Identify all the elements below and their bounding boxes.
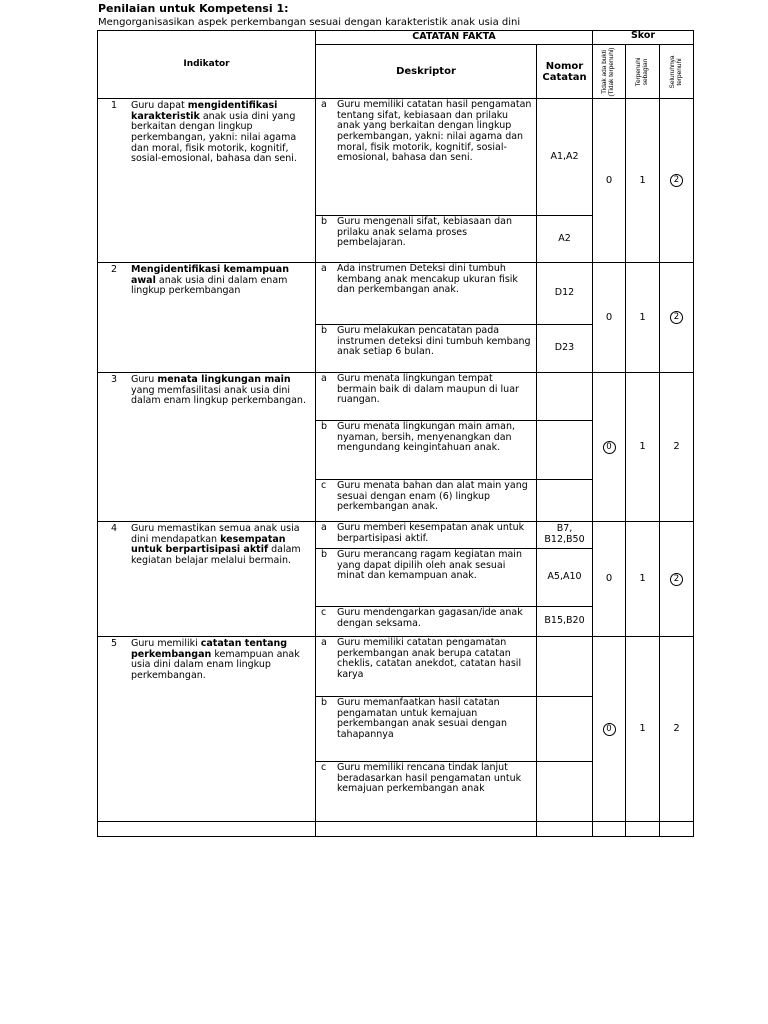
descriptor-cell — [316, 637, 537, 697]
descriptor-cell — [316, 697, 537, 762]
empty-cell — [537, 822, 593, 837]
score-option-0[interactable] — [593, 99, 626, 263]
score-option-0[interactable] — [593, 637, 626, 822]
score-value: 1 — [639, 723, 646, 735]
header-indikator: Indikator — [98, 31, 316, 99]
score-selected-circle: 2 — [670, 174, 683, 187]
descriptor-row — [98, 637, 694, 697]
descriptor-cell — [316, 216, 537, 263]
score-option-1[interactable] — [626, 99, 660, 263]
table-bottom-row — [98, 822, 694, 837]
indicator-cell — [98, 637, 316, 822]
nomor-catatan-cell — [537, 480, 593, 522]
header-skor-label: Tidak ada bukti (Tidak terpenuhi) — [601, 47, 616, 96]
score-selected-circle: 0 — [603, 723, 616, 736]
descriptor-letter: c — [321, 607, 327, 618]
descriptor-letter: c — [321, 762, 327, 773]
descriptor-text: Guru menata lingkungan tempat bermain baik di dalam maupun di luar ruangan. — [337, 373, 519, 406]
indicator-text-post: anak usia dini dalam enam lingkup perkembangan — [131, 274, 288, 297]
descriptor-letter: a — [321, 99, 327, 110]
score-value: 2 — [673, 723, 680, 735]
descriptor-text: Guru mendengarkan gagasan/ide anak dengan seksama. — [337, 607, 523, 629]
descriptor-text: Guru menata lingkungan main aman, nyaman, bersih, menyenangkan dan mengundang keingintahuan anak. — [337, 421, 516, 454]
nomor-catatan-cell: B7, B12,B50 — [537, 522, 593, 549]
nomor-catatan-cell — [537, 762, 593, 822]
descriptor-row — [98, 522, 694, 549]
score-selected-circle: 0 — [603, 441, 616, 454]
indicator-number: 4 — [111, 523, 118, 534]
nomor-catatan-cell: B15,B20 — [537, 607, 593, 637]
score-option-0[interactable] — [593, 522, 626, 637]
assessment-table — [97, 30, 694, 837]
score-value: 0 — [605, 573, 613, 585]
indicator-text-post: dalam kegiatan belajar melalui bermain. — [131, 544, 301, 566]
indicator-text-bold: mengidentifikasi karakteristik — [131, 100, 278, 122]
descriptor-text: Ada instrumen Deteksi dini tumbuh kembang anak mencakup ukuran fisik dan perkembangan anak. — [337, 263, 518, 296]
descriptor-row — [98, 99, 694, 216]
indicator-text-post: anak usia dini yang berkaitan dengan lingkup perkembangan, yakni: nilai agama dan moral, fisik motorik, kognitif, sosial-emosional, bahasa dan seni. — [131, 110, 297, 165]
nomor-catatan-cell: A2 — [537, 216, 593, 263]
descriptor-cell — [316, 549, 537, 607]
descriptor-text: Guru memiliki catatan hasil pengamatan tentang sifat, kebiasaan dan prilaku anak yang berkaitan dengan lingkup perkembangan, yakni: nilai agama dan moral, fisik motorik, kognitif, sosial-emosional, bahasa dan seni. — [337, 99, 532, 164]
indicator-text-bold: catatan tentang perkembangan — [131, 638, 288, 660]
empty-cell — [98, 822, 316, 837]
descriptor-text: Guru memiliki rencana tindak lanjut beradasarkan hasil pengamatan untuk kemajuan perkembangan anak — [337, 762, 522, 795]
indicator-text-bold: kesempatan untuk berpartisipasi aktif — [131, 533, 286, 556]
header-deskriptor: Deskriptor — [316, 45, 537, 99]
descriptor-letter: a — [321, 373, 327, 384]
descriptor-letter: a — [321, 522, 327, 533]
descriptor-text: Guru menata bahan dan alat main yang sesuai dengan enam (6) lingkup perkembangan anak. — [337, 480, 528, 513]
header-skor-col — [660, 45, 694, 99]
header-skor-label: Terpenuhi sebagian — [634, 57, 649, 86]
empty-cell — [593, 822, 626, 837]
indicator-text-bold: Mengidentifikasi kemampuan awal — [131, 264, 289, 286]
empty-cell — [316, 822, 537, 837]
header-catatan-fakta: CATATAN FAKTA — [316, 31, 593, 45]
score-option-1[interactable] — [626, 263, 660, 373]
descriptor-text: Guru memiliki catatan pengamatan perkembangan anak berupa catatan cheklis, catatan anekdot, catatan hasil karya — [337, 637, 522, 680]
score-option-0[interactable] — [593, 263, 626, 373]
indicator-cell — [98, 522, 316, 637]
descriptor-row — [98, 263, 694, 325]
nomor-catatan-cell: A5,A10 — [537, 549, 593, 607]
nomor-catatan-cell — [537, 373, 593, 421]
descriptor-letter: c — [321, 480, 327, 491]
score-value: 0 — [605, 311, 613, 323]
indicator-cell — [98, 263, 316, 373]
indicator-text-post: yang memfasilitasi anak usia dini dalam enam lingkup perkembangan. — [131, 384, 306, 407]
indicator-cell — [98, 99, 316, 263]
descriptor-text: Guru merancang ragam kegiatan main yang dapat dipilih oleh anak sesuai minat dan kemampuan anak. — [337, 549, 522, 582]
nomor-catatan-cell: A1,A2 — [537, 99, 593, 216]
descriptor-cell — [316, 263, 537, 325]
descriptor-cell — [316, 325, 537, 373]
descriptor-cell — [316, 421, 537, 480]
header-skor: Skor — [593, 31, 694, 45]
descriptor-letter: b — [321, 325, 328, 336]
descriptor-text: Guru memberi kesempatan anak untuk berpartisipasi aktif. — [337, 522, 525, 544]
score-value: 1 — [639, 573, 646, 585]
indicator-number: 5 — [111, 638, 118, 649]
descriptor-cell — [316, 607, 537, 637]
score-option-1[interactable] — [626, 373, 660, 522]
indicator-text-post: kemampuan anak usia dini dalam enam lingkup perkembangan. — [131, 648, 300, 681]
score-value: 2 — [673, 441, 680, 453]
nomor-catatan-cell: D23 — [537, 325, 593, 373]
descriptor-cell — [316, 522, 537, 549]
descriptor-cell — [316, 373, 537, 421]
page-title: Penilaian untuk Kompetensi 1: — [98, 2, 289, 15]
header-skor-col — [593, 45, 626, 99]
indicator-cell — [98, 373, 316, 522]
score-option-2[interactable] — [660, 522, 694, 637]
indicator-text-pre: Guru — [131, 374, 158, 385]
descriptor-letter: b — [321, 421, 328, 432]
score-value: 0 — [605, 174, 613, 186]
score-option-1[interactable] — [626, 522, 660, 637]
nomor-catatan-cell — [537, 697, 593, 762]
nomor-catatan-cell — [537, 421, 593, 480]
page-subtitle: Mengorganisasikan aspek perkembangan sesuai dengan karakteristik anak usia dini — [98, 17, 521, 28]
indicator-text-bold: menata lingkungan main — [157, 374, 291, 385]
score-option-2[interactable] — [660, 637, 694, 822]
descriptor-text: Guru mengenali sifat, kebiasaan dan prilaku anak selama proses pembelajaran. — [337, 216, 512, 249]
nomor-catatan-cell: D12 — [537, 263, 593, 325]
descriptor-cell — [316, 99, 537, 216]
indicator-number: 2 — [111, 264, 118, 275]
indicator-text-pre: Guru memastikan semua anak usia dini mendapatkan — [131, 523, 300, 545]
descriptor-letter: b — [321, 697, 328, 708]
score-selected-circle: 2 — [670, 573, 683, 586]
descriptor-text: Guru memanfaatkan hasil catatan pengamatan untuk kemajuan perkembangan anak sesuai dengan tahapannya — [337, 697, 508, 740]
score-option-2[interactable] — [660, 99, 694, 263]
score-selected-circle: 2 — [670, 311, 683, 324]
nomor-catatan-cell — [537, 637, 593, 697]
score-option-1[interactable] — [626, 637, 660, 822]
descriptor-letter: b — [321, 216, 328, 227]
indicator-text-pre: Guru dapat — [131, 100, 188, 111]
indicator-text-pre: Guru memiliki — [131, 638, 201, 649]
descriptor-row — [98, 373, 694, 421]
empty-cell — [626, 822, 660, 837]
descriptor-letter: a — [321, 637, 327, 648]
descriptor-cell — [316, 480, 537, 522]
header-nomor-catatan: Nomor Catatan — [537, 45, 593, 99]
score-value: 1 — [639, 311, 646, 323]
header-skor-label: Seluruhnya terpenuhi — [668, 55, 683, 88]
indicator-number: 1 — [111, 100, 118, 111]
score-option-0[interactable] — [593, 373, 626, 522]
descriptor-cell — [316, 762, 537, 822]
indicator-number: 3 — [111, 374, 118, 385]
descriptor-text: Guru melakukan pencatatan pada instrumen deteksi dini tumbuh kembang anak setiap 6 bulan. — [337, 325, 531, 358]
score-option-2[interactable] — [660, 373, 694, 522]
score-value: 1 — [639, 174, 646, 186]
header-skor-col — [626, 45, 660, 99]
score-value: 1 — [639, 441, 646, 453]
descriptor-letter: a — [321, 263, 327, 274]
descriptor-letter: b — [321, 549, 328, 560]
score-option-2[interactable] — [660, 263, 694, 373]
empty-cell — [660, 822, 694, 837]
